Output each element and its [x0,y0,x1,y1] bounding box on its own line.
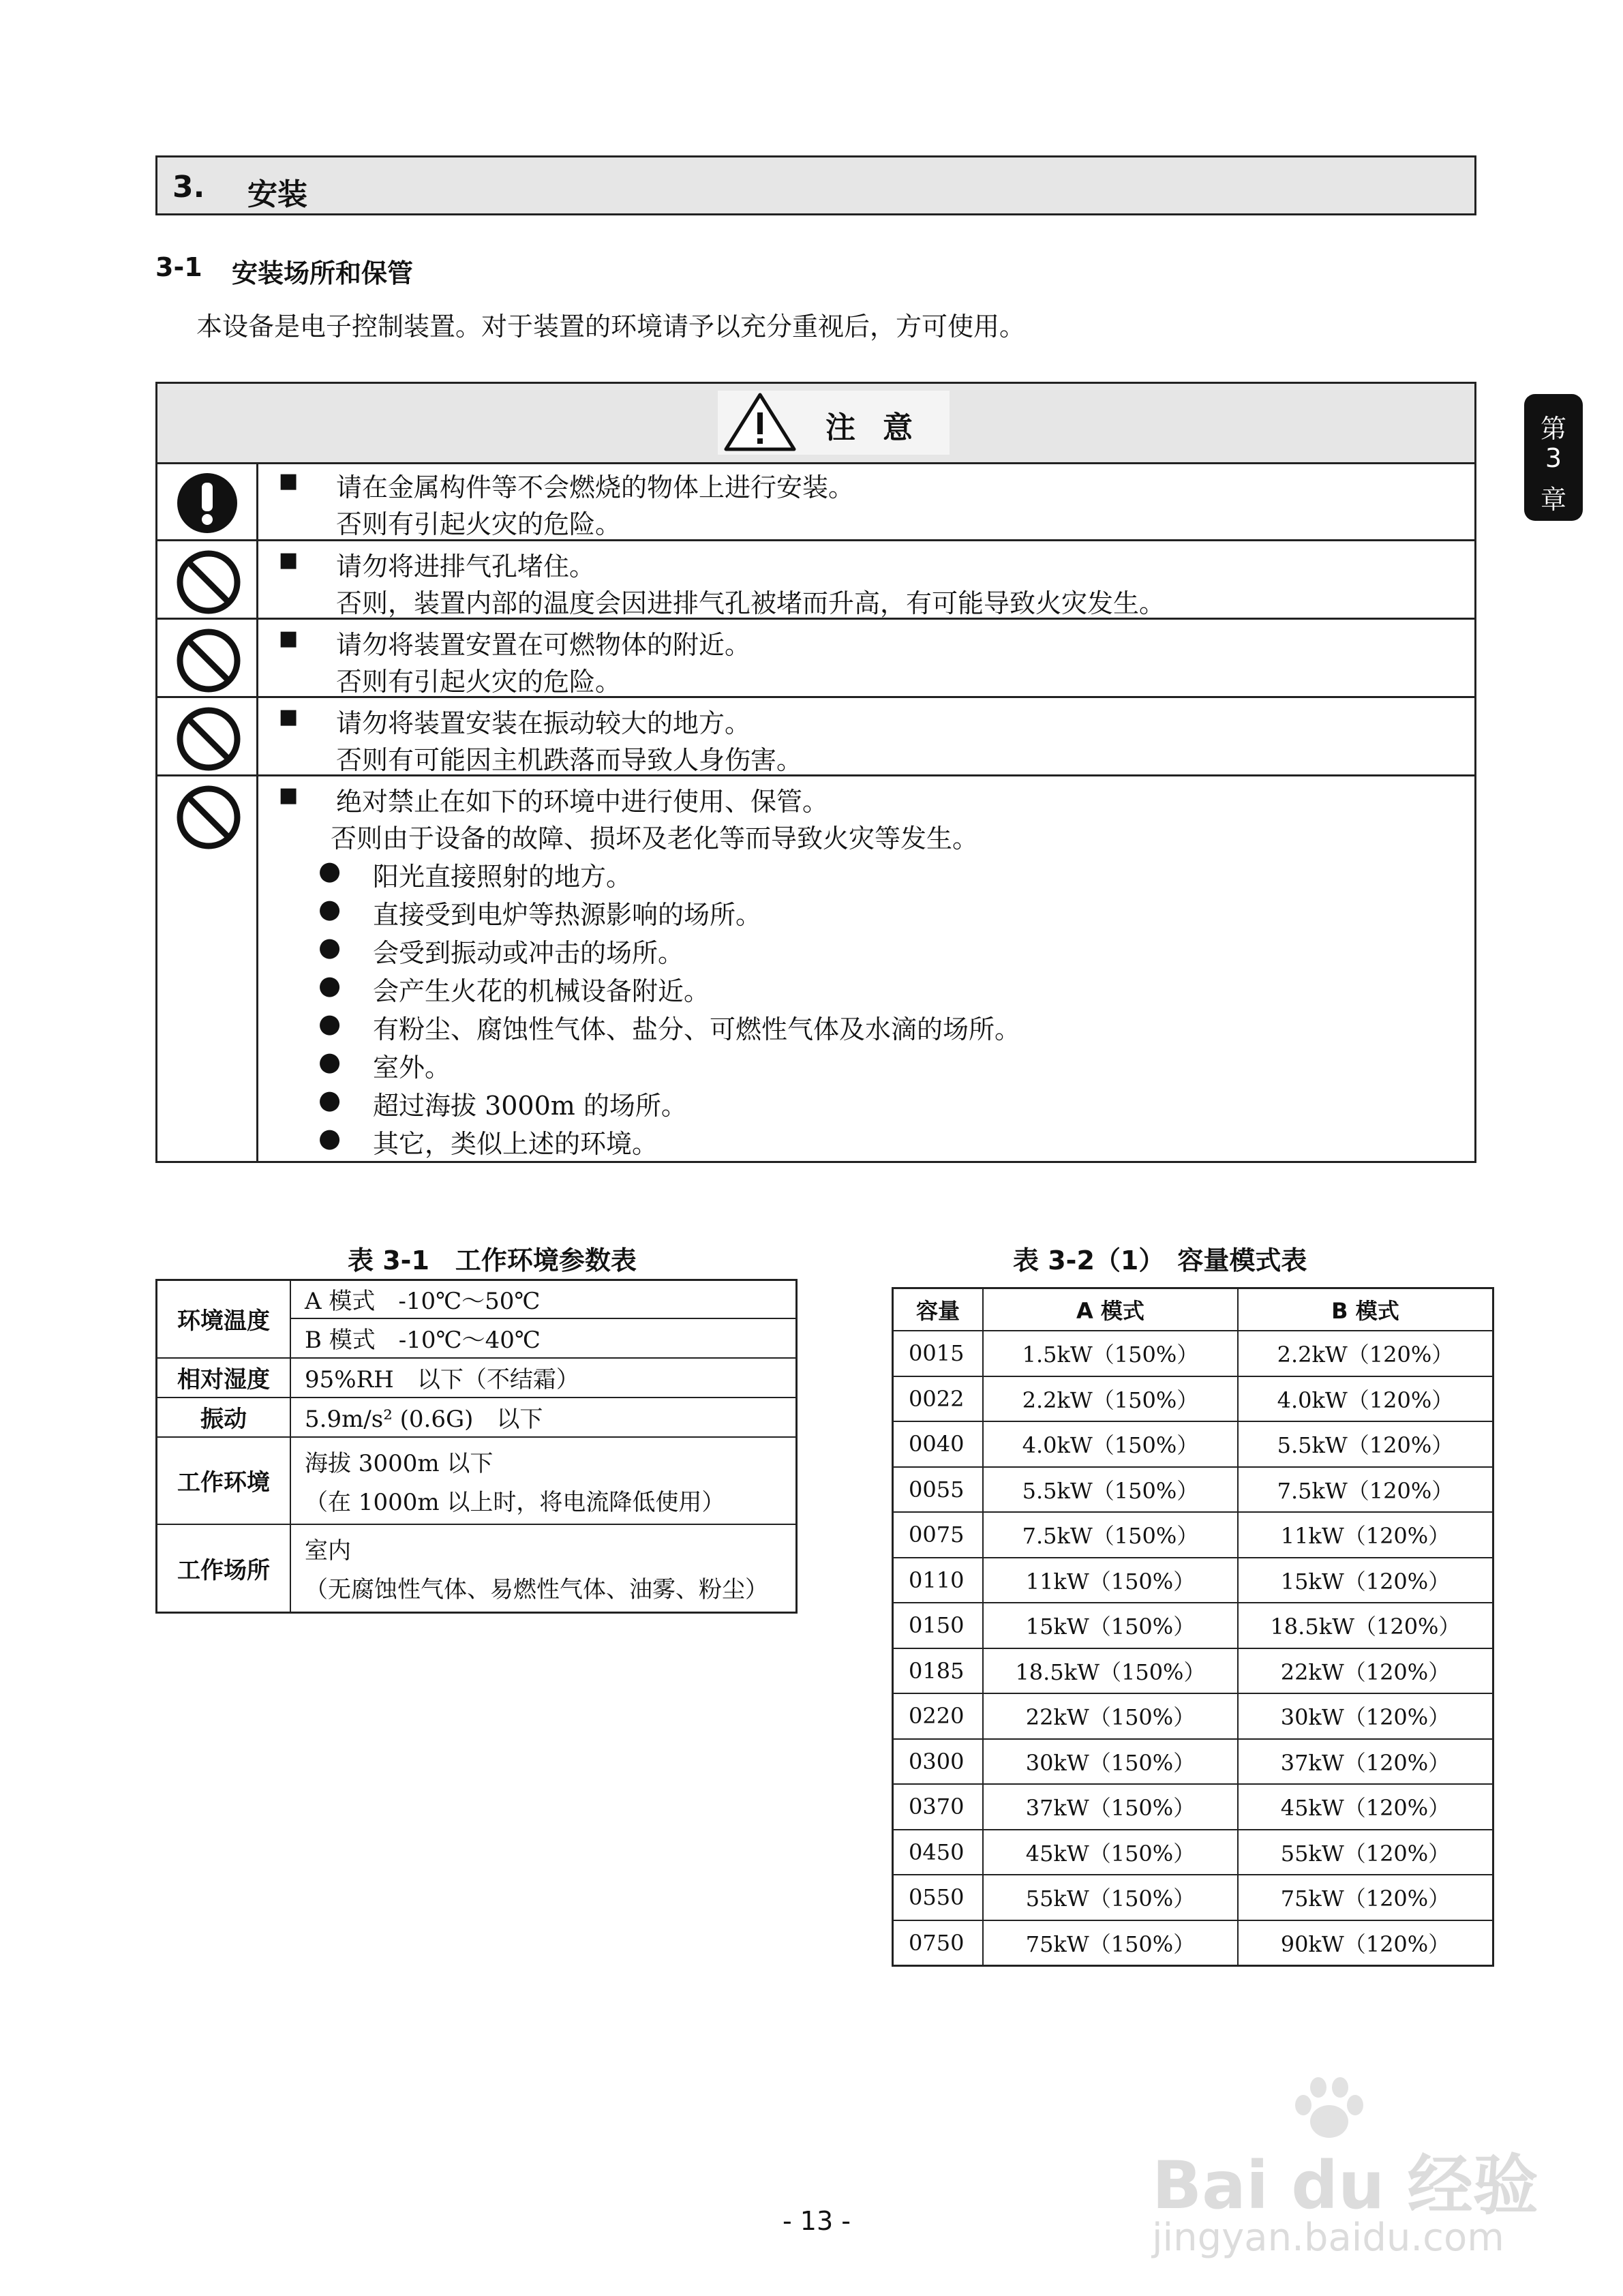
table-cell: 4.0kW（150%） [983,1421,1238,1467]
table-cell: 0150 [893,1603,984,1648]
table-cell: 0185 [893,1648,984,1694]
column-header: B 模式 [1238,1288,1493,1331]
table1-caption: 表 3-1 工作环境参数表 [348,1245,637,1275]
page-number: - 13 - [783,2206,851,2236]
table-row [893,1920,1493,1966]
table-header-row [893,1288,1493,1331]
table-row [893,1784,1493,1830]
table-cell-label: 环境温度 [157,1280,291,1358]
intro-paragraph: 本设备是电子控制装置。对于装置的环境请予以充分重视后，方可使用。 [196,312,1026,342]
table-row [893,1830,1493,1875]
prohibited-icon [176,549,241,615]
caution-title: 注意 [825,410,940,445]
table-cell: 45kW（120%） [1238,1784,1493,1830]
caution-item-lead: 绝对禁止在如下的环境中进行使用、保管。 [336,787,829,817]
table-row [157,1437,797,1524]
caution-item: ■ 绝对禁止在如下的环境中进行使用、保管。 否则由于设备的故障、损坏及老化等而导致火灾等发生。 ● 阳光直接照射的地方。 ● 直接受到电炉等热源影响的场所。 ● 会受到振动或冲击的场所。 ● 会产生火花的机械设备附近。 ● 有粉尘、腐蚀性气体、盐分、可燃性气体及水滴的场所。 ● 室外。 ● 超过海拔 3000m 的场所。 ● 其它，类似上述的环境。 [157,776,1474,1161]
table-row [157,1398,797,1437]
prohibited-icon [176,706,241,772]
caution-item-detail: 否则，装置内部的温度会因进排气孔被堵而升高，有可能导致火灾发生。 [336,588,1166,618]
table-cell: 95%RH 以下（不结霜） [290,1358,797,1398]
table-cell-line: 海拔 3000m 以下 [305,1449,494,1477]
table-cell: 0075 [893,1512,984,1558]
table-row [893,1467,1493,1513]
table-row [893,1421,1493,1467]
chapter-tab-line3: 章 [1540,485,1566,515]
table-cell [290,1524,797,1613]
table-cell: 7.5kW（120%） [1238,1467,1493,1513]
caution-item [157,462,1474,541]
table-cell: 2.2kW（120%） [1238,1331,1493,1376]
caution-item-detail: 否则由于设备的故障、损坏及老化等而导致火灾等发生。 [331,824,979,854]
square-bullet: ■ [279,705,299,729]
table-cell: 2.2kW（150%） [983,1376,1238,1422]
table-row [157,1358,797,1398]
watermark-brand: Bai du 经验 [1152,2147,1538,2224]
chapter-tab [1524,394,1583,521]
table-cell: 55kW（150%） [983,1875,1238,1920]
table-row [893,1875,1493,1920]
table-cell-line: （无腐蚀性气体、易燃性气体、油雾、粉尘） [305,1576,768,1604]
caution-item-detail: 否则有引起火灾的危险。 [336,667,622,697]
caution-item-icon-cell [157,698,258,774]
table-row [157,1280,797,1318]
table-cell: 0450 [893,1830,984,1875]
table-row [893,1739,1493,1785]
capacity-mode-table [892,1287,1494,1967]
section-header-bar [155,155,1476,215]
caution-item-lead: 请在金属构件等不会燃烧的物体上进行安装。 [336,472,855,502]
table-cell: 4.0kW（120%） [1238,1376,1493,1422]
table-cell: 22kW（150%） [983,1693,1238,1739]
square-bullet: ■ [279,783,299,807]
table-row [893,1558,1493,1603]
table-cell: 5.9m/s² (0.6G) 以下 [290,1398,797,1437]
table2-caption: 表 3-2（1） 容量模式表 [1013,1245,1307,1275]
table-row [893,1376,1493,1422]
table-cell: 18.5kW（150%） [983,1648,1238,1694]
table-cell-label: 工作环境 [157,1437,291,1524]
table-cell: 22kW（120%） [1238,1648,1493,1694]
table-cell: A 模式 -10℃～50℃ [290,1280,797,1318]
table-cell: 30kW（120%） [1238,1693,1493,1739]
table-cell: 1.5kW（150%） [983,1331,1238,1376]
caution-item-detail: 否则有可能因主机跌落而导致人身伤害。 [336,745,803,775]
table-row [893,1331,1493,1376]
caution-item-lead: 请勿将装置安置在可燃物体的附近。 [336,630,751,660]
table-cell [290,1437,797,1524]
table-cell: 0220 [893,1693,984,1739]
environment-table [155,1279,798,1614]
table-cell: 15kW（150%） [983,1603,1238,1648]
square-bullet: ■ [279,548,299,572]
table-cell: 0750 [893,1920,984,1966]
caution-item-icon-cell [157,776,258,1161]
table-cell: 90kW（120%） [1238,1920,1493,1966]
section-number: 3. [172,170,205,205]
caution-item [157,698,1474,776]
table-cell: 5.5kW（120%） [1238,1421,1493,1467]
table-cell: 45kW（150%） [983,1830,1238,1875]
prohibited-icon [176,628,241,693]
caution-item-icon-cell [157,462,258,539]
table-cell: 0300 [893,1739,984,1785]
caution-box [155,382,1476,1163]
table-cell-label: 相对湿度 [157,1358,291,1398]
table-cell: 0040 [893,1421,984,1467]
chapter-tab-line1: 第 [1540,414,1566,444]
chapter-tab-line2: 3 [1545,443,1562,473]
column-header: A 模式 [983,1288,1238,1331]
table-cell: 37kW（120%） [1238,1739,1493,1785]
caution-item-lead: 请勿将装置安装在振动较大的地方。 [336,708,751,738]
caution-item-lead: 请勿将进排气孔堵住。 [336,552,596,581]
square-bullet: ■ [279,469,299,493]
caution-item-icon-cell [157,620,258,696]
table-cell: 0550 [893,1875,984,1920]
caution-header [157,384,1474,464]
exclamation-icon [176,472,239,534]
table-row [893,1648,1493,1694]
table-cell: 0370 [893,1784,984,1830]
caution-item-icon-cell [157,541,258,618]
caution-item [157,620,1474,698]
table-cell: B 模式 -10℃～40℃ [290,1318,797,1358]
table-cell: 0015 [893,1331,984,1376]
table-cell: 11kW（150%） [983,1558,1238,1603]
table-row [157,1524,797,1613]
column-header: 容量 [893,1288,984,1331]
subsection-number: 3-1 [155,252,202,282]
prohibited-icon [176,785,241,850]
table-cell: 11kW（120%） [1238,1512,1493,1558]
table-row [893,1603,1493,1648]
table-cell: 0022 [893,1376,984,1422]
table-cell: 30kW（150%） [983,1739,1238,1785]
caution-item [157,541,1474,620]
watermark-url: jingyan.baidu.com [1152,2216,1504,2260]
section-title: 安装 [247,177,307,212]
table-cell: 7.5kW（150%） [983,1512,1238,1558]
table-cell: 75kW（150%） [983,1920,1238,1966]
table-cell: 75kW（120%） [1238,1875,1493,1920]
table-cell-label: 振动 [157,1398,291,1437]
caution-item-detail: 否则有引起火灾的危险。 [336,509,622,539]
square-bullet: ■ [279,626,299,650]
table-cell: 37kW（150%） [983,1784,1238,1830]
table-row [893,1512,1493,1558]
subsection-title: 安装场所和保管 [232,258,414,288]
table-cell-line: 室内 [305,1537,351,1565]
warning-triangle-icon [722,391,798,453]
table-cell: 5.5kW（150%） [983,1467,1238,1513]
table-cell: 0110 [893,1558,984,1603]
table-cell: 55kW（120%） [1238,1830,1493,1875]
table-cell: 15kW（120%） [1238,1558,1493,1603]
table-cell-label: 工作场所 [157,1524,291,1613]
table-cell: 0055 [893,1467,984,1513]
table-cell: 18.5kW（120%） [1238,1603,1493,1648]
table-row [893,1693,1493,1739]
table-cell-line: （在 1000m 以上时，将电流降低使用） [305,1488,725,1516]
